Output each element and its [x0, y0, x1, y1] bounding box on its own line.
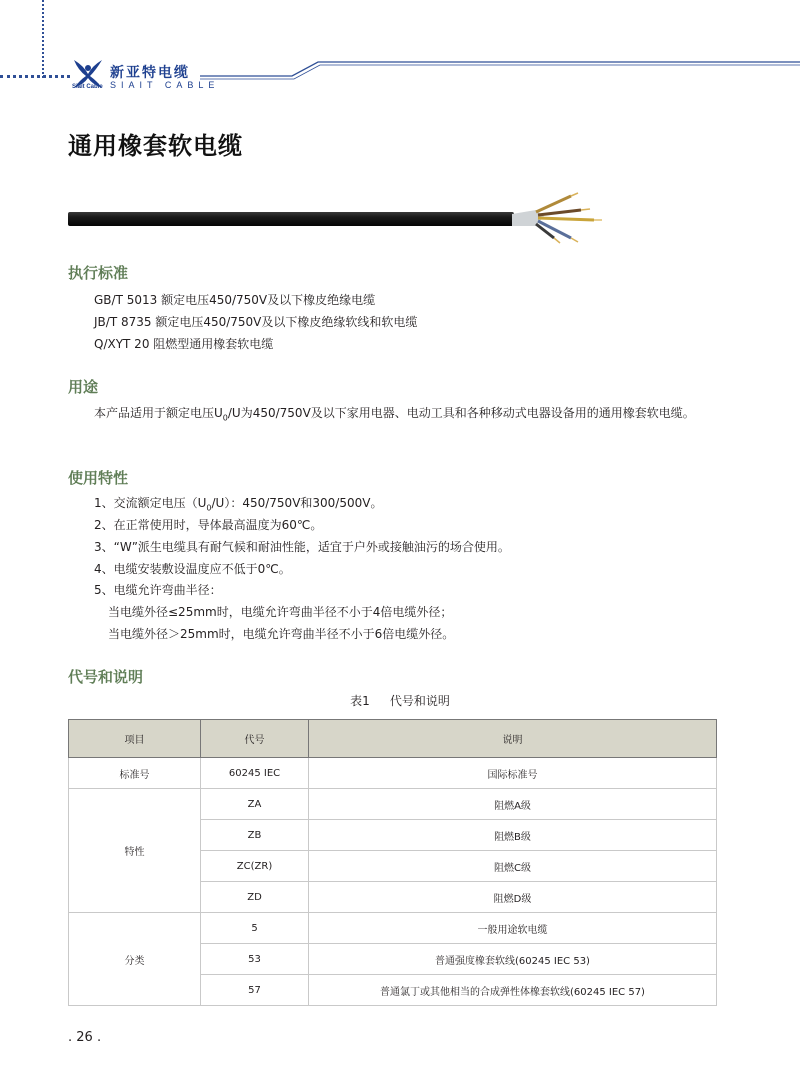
table-row [69, 789, 717, 820]
code-cell: ZA [201, 789, 309, 820]
desc-cell: 阻燃D级 [309, 882, 717, 913]
table-caption-label: 表1 [350, 694, 370, 708]
desc-cell: 普通氯丁或其他相当的合成弹性体橡套软线(60245 IEC 57) [309, 975, 717, 1006]
standard-item: Q/XYT 20 阻燃型通用橡套软电缆 [94, 337, 274, 351]
usage-paragraph [68, 402, 738, 429]
usage-text-part: 本产品适用于额定电压U [94, 406, 223, 420]
table-caption-title: 代号和说明 [389, 694, 450, 708]
feature-text-part: 1、交流额定电压（U [94, 496, 207, 510]
feature-text-part: /U）：450/750V和300/500V。 [211, 496, 383, 510]
codes-heading: 代号和说明 [68, 668, 144, 686]
logo-small-text: Siait Cable [72, 84, 103, 90]
standard-item: JB/T 8735 额定电压450/750V及以下橡皮绝缘软线和软电缆 [94, 315, 418, 329]
table-row [69, 758, 717, 789]
column-header: 说明 [309, 720, 717, 758]
desc-cell: 阻燃A级 [309, 789, 717, 820]
feature-subscript: 0 [206, 503, 212, 513]
column-header: 代号 [201, 720, 309, 758]
desc-cell: 一般用途软电缆 [309, 913, 717, 944]
feature-item-4: 4、电缆安装敷设温度应不低于0℃。 [94, 562, 291, 576]
code-cell: ZC(ZR) [201, 851, 309, 882]
group-cell: 分类 [69, 913, 201, 1006]
code-cell: ZD [201, 882, 309, 913]
feature-item-5a: 当电缆外径≤25mm时，电缆允许弯曲半径不小于4倍电缆外径； [108, 605, 453, 619]
brand-name-cn: 新亚特电缆 [110, 65, 190, 81]
desc-cell: 阻燃C级 [309, 851, 717, 882]
page-number: . 26 . [68, 1030, 102, 1045]
standards-heading: 执行标准 [68, 264, 129, 282]
features-heading: 使用特性 [68, 469, 129, 487]
standard-item: GB/T 5013 额定电压450/750V及以下橡皮绝缘电缆 [94, 293, 376, 307]
cable-illustration [66, 188, 606, 248]
usage-heading: 用途 [68, 378, 99, 396]
feature-item-5b: 当电缆外径＞25mm时，电缆允许弯曲半径不小于6倍电缆外径。 [108, 627, 455, 641]
table-row [69, 913, 717, 944]
code-cell: 60245 IEC [201, 758, 309, 789]
code-cell: ZB [201, 820, 309, 851]
brand-name-en: SIAIT CABLE [110, 80, 220, 90]
feature-item-3: 3、“W”派生电缆具有耐气候和耐油性能，适宜于户外或接触油污的场合使用。 [94, 540, 510, 554]
group-cell: 标准号 [69, 758, 201, 789]
column-header: 项目 [69, 720, 201, 758]
table-header-row [69, 720, 717, 758]
code-cell: 57 [201, 975, 309, 1006]
desc-cell: 普通强度橡套软线(60245 IEC 53) [309, 944, 717, 975]
feature-item-1 [94, 494, 382, 512]
usage-text-part: /U为450/750V及以下家用电器、电动工具和各种移动式电器设备用的通用橡套软电缆。 [227, 406, 695, 420]
feature-item-2: 2、在正常使用时，导体最高温度为60℃。 [94, 518, 323, 532]
desc-cell: 阻燃B级 [309, 820, 717, 851]
table-caption [0, 692, 800, 709]
code-cell: 5 [201, 913, 309, 944]
feature-item-5: 5、电缆允许弯曲半径： [94, 583, 222, 597]
desc-cell: 国际标准号 [309, 758, 717, 789]
page-title: 通用橡套软电缆 [68, 132, 243, 160]
code-cell: 53 [201, 944, 309, 975]
codes-table [68, 719, 717, 1006]
group-cell: 特性 [69, 789, 201, 913]
usage-subscript: 0 [222, 413, 228, 423]
